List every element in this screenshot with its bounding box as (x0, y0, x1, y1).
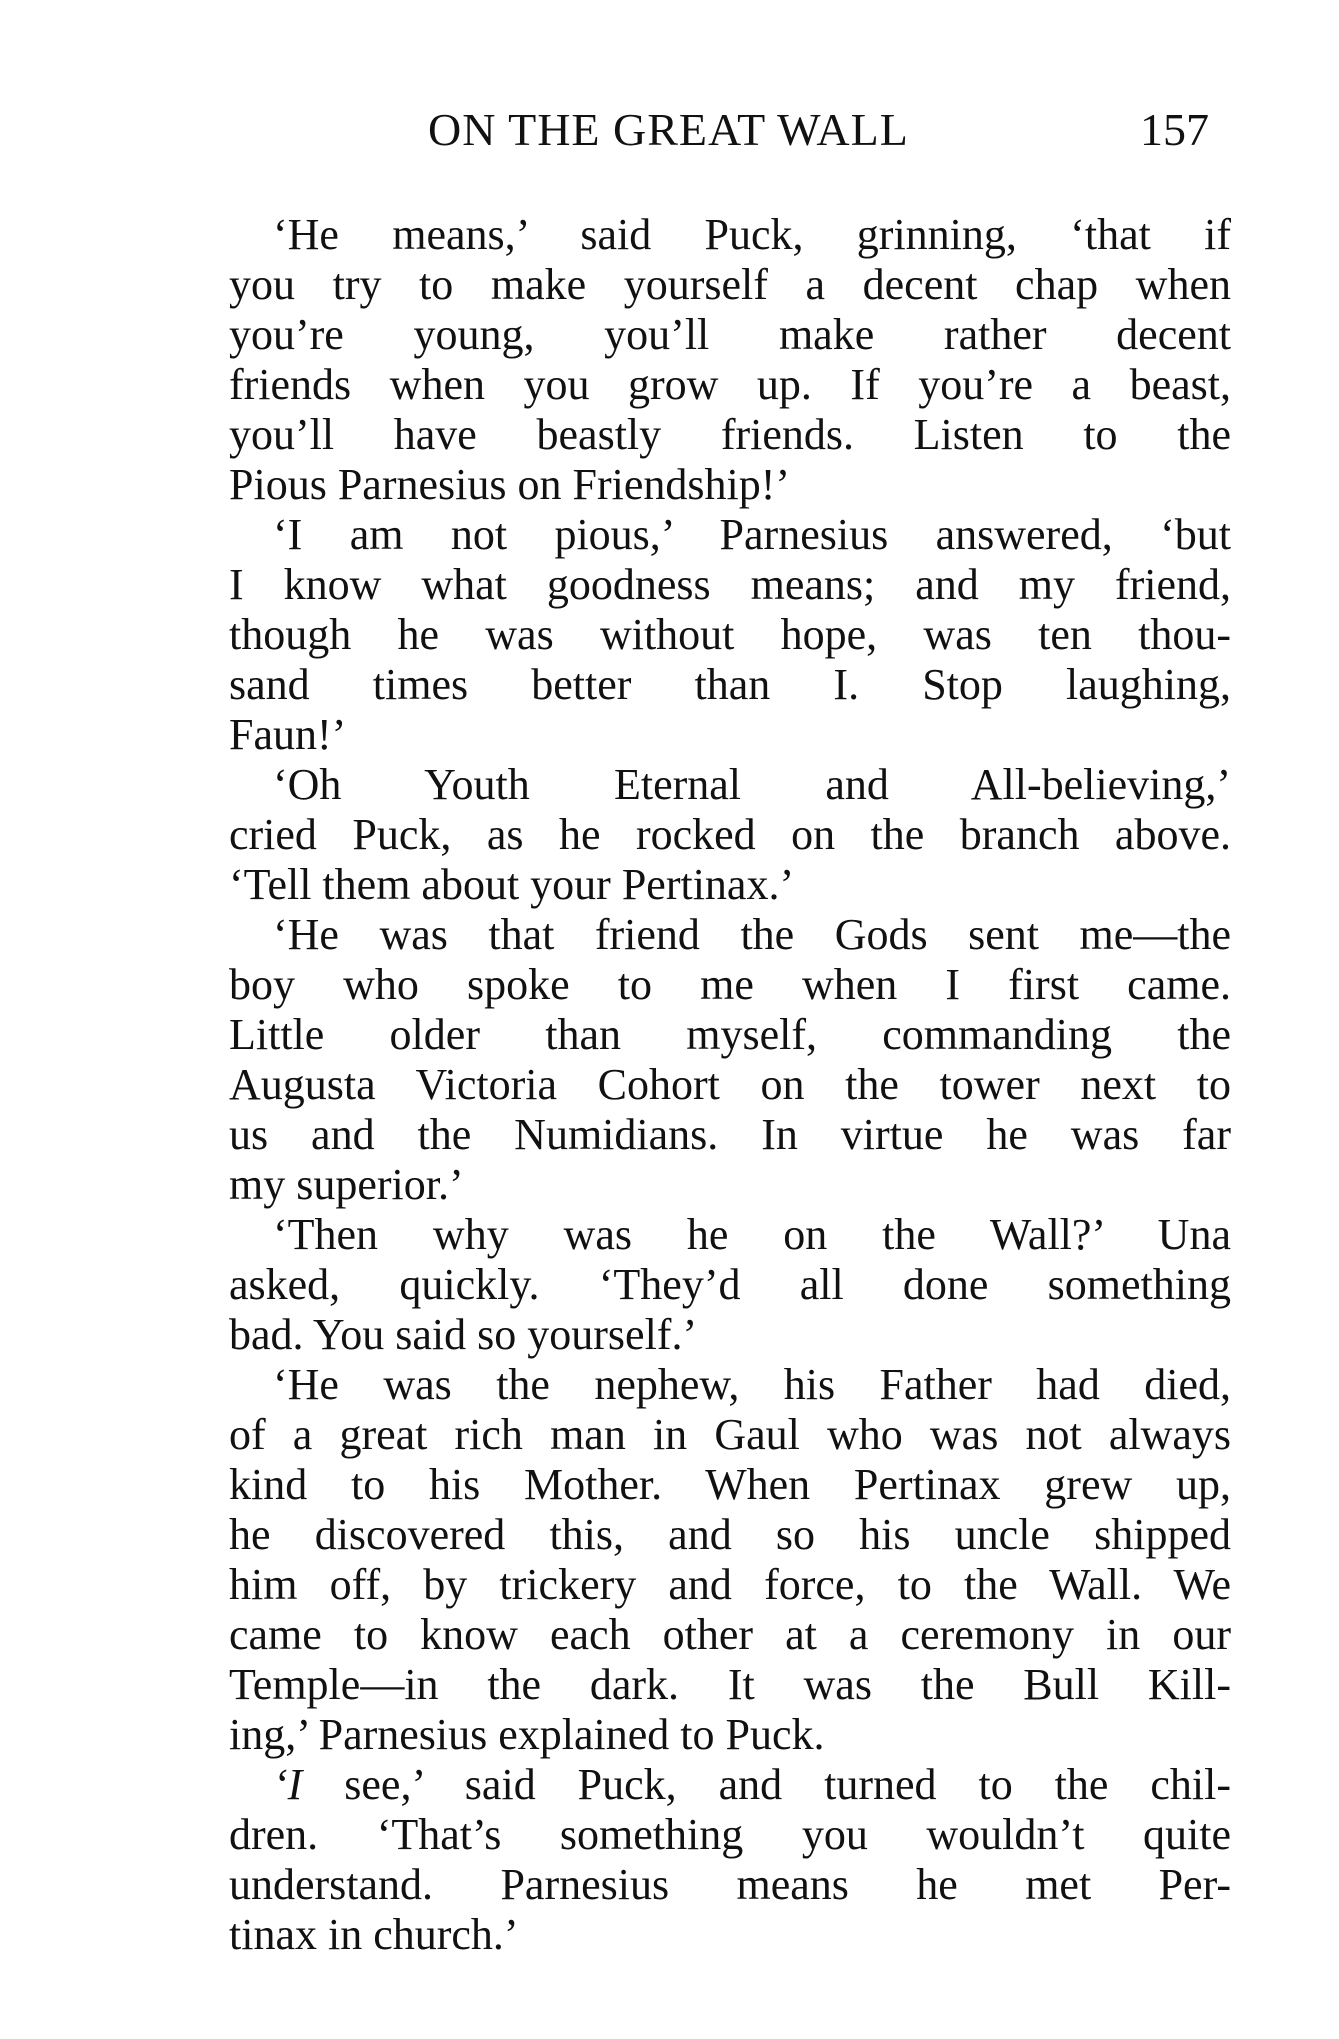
page-number: 157 (1140, 104, 1209, 155)
text-line: sand times better than I. Stop laughing, (229, 660, 1231, 709)
text-line: asked, quickly. ‘They’d all done something (229, 1260, 1231, 1309)
text-line: of a great rich man in Gaul who was not always (229, 1410, 1231, 1459)
text-line: ‘He was the nephew, his Father had died, (273, 1360, 1231, 1409)
text-line: Faun!’ (229, 710, 347, 759)
text-line: cried Puck, as he rocked on the branch above. (229, 810, 1231, 859)
text-line: ‘Then why was he on the Wall?’ Una (273, 1210, 1231, 1259)
body-text (229, 210, 1231, 1960)
text-line: came to know each other at a ceremony in our (229, 1610, 1231, 1659)
text-line: ‘Oh Youth Eternal and All-believing,’ (273, 760, 1231, 809)
text-line: ‘Tell them about your Pertinax.’ (229, 860, 795, 909)
text-line: you’ll have beastly friends. Listen to the (229, 410, 1231, 459)
text-line: boy who spoke to me when I first came. (229, 960, 1231, 1009)
text-line: I know what goodness means; and my friend, (229, 560, 1231, 609)
text-line: tinax in church.’ (229, 1910, 519, 1959)
text-line: Augusta Victoria Cohort on the tower next to (229, 1060, 1231, 1109)
text-line-rest: see,’ said Puck, and turned to the chil- (344, 1760, 1231, 1809)
text-line: him off, by trickery and force, to the Wall. We (229, 1560, 1231, 1609)
text-line: ‘He means,’ said Puck, grinning, ‘that if (273, 210, 1231, 259)
text-line: Pious Parnesius on Friendship!’ (229, 460, 790, 509)
text-line-with-italic (229, 1760, 1231, 1810)
text-line: us and the Numidians. In virtue he was far (229, 1110, 1231, 1159)
text-line: bad. You said so yourself.’ (229, 1310, 698, 1359)
text-line: Little older than myself, commanding the (229, 1010, 1231, 1059)
text-line: though he was without hope, was ten thou- (229, 610, 1231, 659)
running-head-title: ON THE GREAT WALL (428, 104, 909, 155)
text-line: ing,’ Parnesius explained to Puck. (229, 1710, 825, 1759)
text-line: ‘He was that friend the Gods sent me—the (273, 910, 1231, 959)
text-line: kind to his Mother. When Pertinax grew up, (229, 1460, 1231, 1509)
text-line: you’re young, you’ll make rather decent (229, 310, 1231, 359)
text-line: understand. Parnesius means he met Per- (229, 1860, 1231, 1909)
italic-word: ‘I (273, 1760, 303, 1809)
text-line: dren. ‘That’s something you wouldn’t quite (229, 1810, 1231, 1859)
text-line: he discovered this, and so his uncle shipped (229, 1510, 1231, 1559)
text-line: you try to make yourself a decent chap when (229, 260, 1231, 309)
text-line: ‘I am not pious,’ Parnesius answered, ‘but (273, 510, 1231, 559)
text-line: friends when you grow up. If you’re a beast, (229, 360, 1231, 409)
text-line: Temple—in the dark. It was the Bull Kill- (229, 1660, 1231, 1709)
text-line: my superior.’ (229, 1160, 464, 1209)
